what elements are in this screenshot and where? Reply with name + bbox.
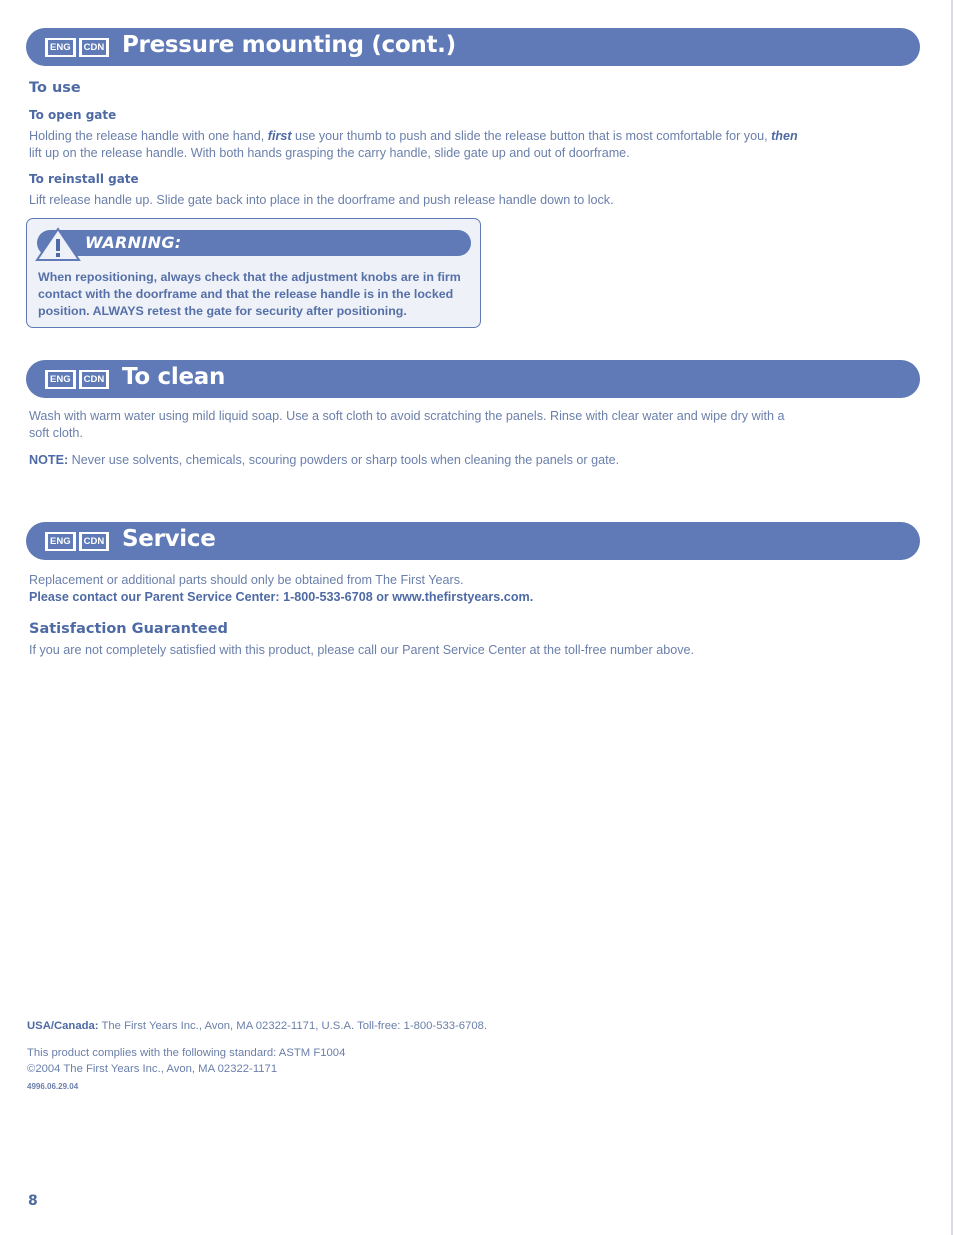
to-use-heading: To use — [29, 80, 81, 96]
footer-address: USA/Canada: The First Years Inc., Avon, MA 02322-1171, U.S.A. Toll-free: 1-800-533-6708. — [27, 1020, 488, 1032]
footer-compliance: This product complies with the following standard: ASTM F1004 — [27, 1047, 346, 1059]
clean-note: NOTE: Never use solvents, chemicals, scouring powders or sharp tools when cleaning the panels or gate. — [29, 453, 620, 467]
language-badges — [45, 38, 109, 57]
section-title: Pressure mounting (cont.) — [122, 32, 456, 58]
open-gate-text: Holding the release handle with one hand, first use your thumb to push and slide the release button that is most comfortable for you, then lift up on the release handle. With both hands grasping the carry handle, slide gate up and out of doorframe. — [29, 129, 798, 160]
footer-code: 4996.06.29.04 — [27, 1082, 79, 1091]
language-badges — [45, 370, 109, 389]
section-title: Service — [122, 526, 216, 552]
page-edge-line — [951, 0, 953, 1235]
section-header-to-clean — [26, 360, 920, 398]
eng-badge: ENG — [45, 38, 76, 57]
then-emphasis: then — [771, 129, 798, 143]
section-title: To clean — [122, 364, 226, 390]
warning-label: WARNING: — [85, 233, 182, 252]
reinstall-gate-heading: To reinstall gate — [29, 172, 139, 186]
first-emphasis: first — [267, 129, 292, 143]
service-text: Replacement or additional parts should only be obtained from The First Years. — [29, 573, 464, 587]
satisfaction-heading: Satisfaction Guaranteed — [29, 621, 228, 637]
cdn-badge: CDN — [79, 370, 110, 389]
open-gate-heading: To open gate — [29, 108, 117, 122]
cdn-badge: CDN — [79, 38, 110, 57]
warning-triangle-icon — [35, 226, 81, 262]
service-contact: Please contact our Parent Service Center: 1-800-533-6708 or www.thefirstyears.com. — [29, 590, 534, 604]
section-header-service — [26, 522, 920, 560]
warning-text: When repositioning, always check that the adjustment knobs are in firm contact with the doorframe and that the release handle is in the locked position. ALWAYS retest the gate for security after positioning. — [38, 270, 461, 318]
eng-badge: ENG — [45, 532, 76, 551]
satisfaction-text: If you are not completely satisfied with this product, please call our Parent Service Center at the toll-free number above. — [29, 643, 695, 657]
reinstall-gate-text: Lift release handle up. Slide gate back into place in the doorframe and push release handle down to lock. — [29, 193, 614, 207]
language-badges — [45, 532, 109, 551]
section-header-pressure-mounting — [26, 28, 920, 66]
footer-copyright: ©2004 The First Years Inc., Avon, MA 02322-1171 — [27, 1063, 278, 1075]
note-label: NOTE: — [29, 453, 69, 467]
clean-text: Wash with warm water using mild liquid soap. Use a soft cloth to avoid scratching the panels. Rinse with clear water and wipe dry with a soft cloth. — [29, 409, 785, 440]
page-number: 8 — [28, 1193, 38, 1209]
warning-box — [26, 218, 481, 328]
eng-badge: ENG — [45, 370, 76, 389]
cdn-badge: CDN — [79, 532, 110, 551]
